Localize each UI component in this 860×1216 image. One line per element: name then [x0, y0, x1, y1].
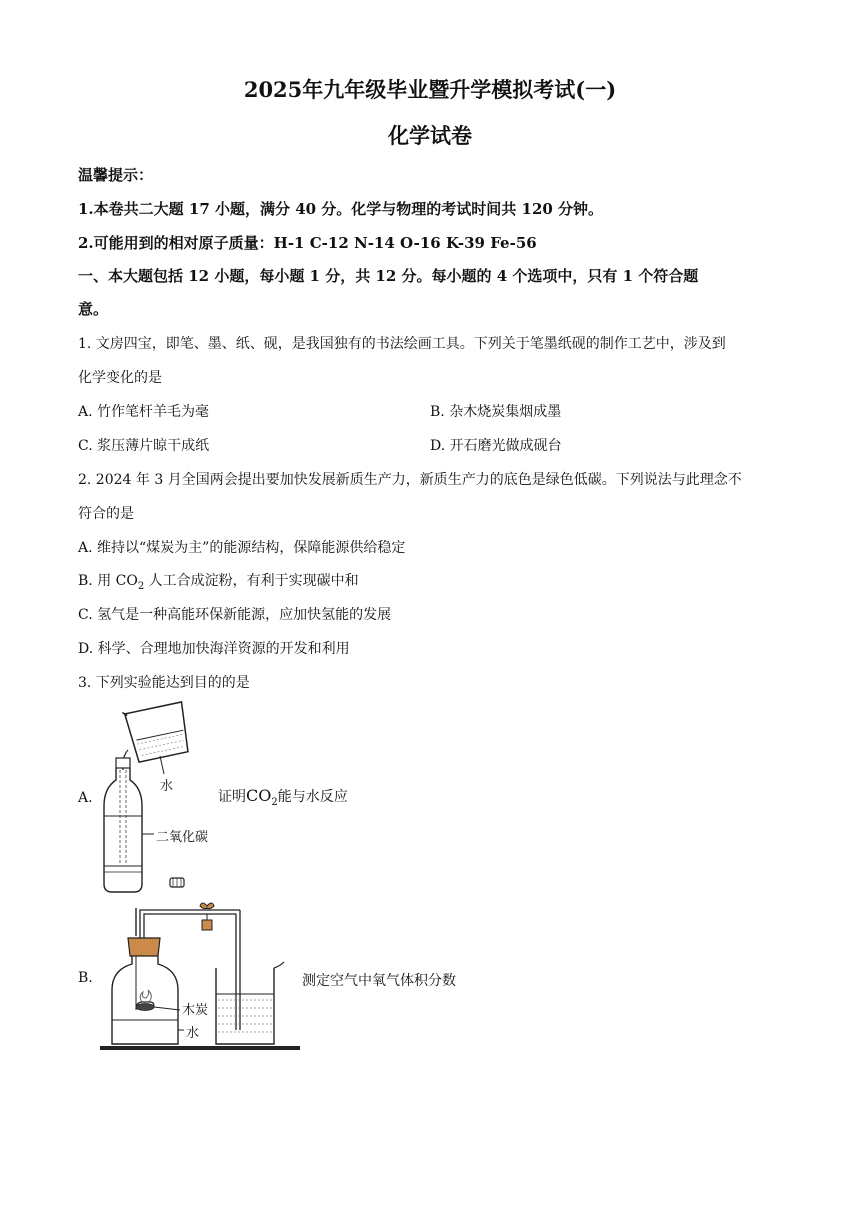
water-pointer-line [160, 756, 164, 774]
section1-instruction-1: 一、本大题包括 12 小题，每小题 1 分，共 12 分。每小题的 4 个选项中，只有 1 个符合题 [78, 267, 699, 285]
q3-option-a-letter: A. [78, 790, 93, 806]
q3-option-a-text-pre: 证明 [218, 789, 246, 805]
gas-bottle-icon [112, 908, 178, 1044]
q2-option-b-sub: 2 [137, 580, 145, 592]
tips-line-1: 1.本卷共二大题 17 小题，满分 40 分。化学与物理的考试时间共 120 分钟。 [78, 200, 604, 218]
q2-option-d: D. 科学、合理地加快海洋资源的开发和利用 [78, 641, 350, 657]
q2-option-a: A. 维持以“煤炭为主”的能源结构，保障能源供给稳定 [78, 540, 406, 556]
q3-option-a-text [218, 786, 348, 808]
q2-stem-line-1: 2. 2024 年 3 月全国两会提出要加快发展新质生产力，新质生产力的底色是绿色低碳。下列说法与此理念不 [78, 472, 742, 488]
charcoal-spoon-icon [136, 990, 154, 1011]
tips-heading: 温馨提示： [78, 166, 154, 184]
q3-figure-a [96, 696, 216, 896]
exam-subtitle: 化学试卷 [388, 123, 472, 148]
q2-option-b [78, 570, 359, 592]
fig-b-water-label: 水 [186, 1026, 200, 1041]
q1-stem-line-1: 1. 文房四宝，即笔、墨、纸、砚，是我国独有的书法绘画工具。下列关于笔墨纸砚的制作工艺中，涉及到 [78, 336, 726, 352]
beaker-icon [122, 700, 192, 763]
q3-option-a-sub: 2 [271, 796, 278, 808]
table-base [100, 1046, 300, 1050]
bottle-cap-icon [170, 878, 184, 887]
fig-b-charcoal-label: 木炭 [182, 1003, 209, 1018]
q1-option-b: B. 杂木烧炭集烟成墨 [430, 404, 562, 420]
q3-option-b-text: 测定空气中氧气体积分数 [302, 973, 456, 989]
q1-option-d: D. 开石磨光做成砚台 [430, 438, 562, 454]
fig-a-water-label: 水 [160, 779, 174, 794]
tube-clamp-icon [200, 903, 214, 930]
q2-option-b-post: 人工合成淀粉，有利于实现碳中和 [144, 573, 359, 589]
fig-a-co2-label: 二氧化碳 [156, 830, 209, 845]
charcoal-pointer-line [154, 1007, 180, 1010]
q1-option-c: C. 浆压薄片晾干成纸 [78, 438, 210, 454]
section1-instruction-2: 意。 [78, 300, 109, 318]
q1-option-a: A. 竹作笔杆羊毛为毫 [78, 404, 210, 420]
q3-figure-b [98, 902, 308, 1054]
q3-option-a-formula: CO [246, 786, 272, 805]
q1-stem-line-2: 化学变化的是 [78, 370, 162, 386]
q2-option-b-pre: B. 用 CO [78, 573, 138, 589]
tips-line-2: 2.可能用到的相对原子质量：H-1 C-12 N-14 O-16 K-39 Fe-56 [78, 234, 537, 252]
exam-title: 2025年九年级毕业暨升学模拟考试(一) [243, 77, 617, 102]
q3-option-b-letter: B. [78, 970, 93, 986]
bottle-icon [104, 758, 142, 892]
q2-stem-line-2: 符合的是 [78, 506, 134, 522]
water-beaker-icon [216, 962, 284, 1044]
q3-option-a-text-post: 能与水反应 [277, 789, 348, 805]
q3-stem: 3. 下列实验能达到目的的是 [78, 675, 250, 691]
q2-option-c: C. 氢气是一种高能环保新能源，应加快氢能的发展 [78, 607, 392, 623]
